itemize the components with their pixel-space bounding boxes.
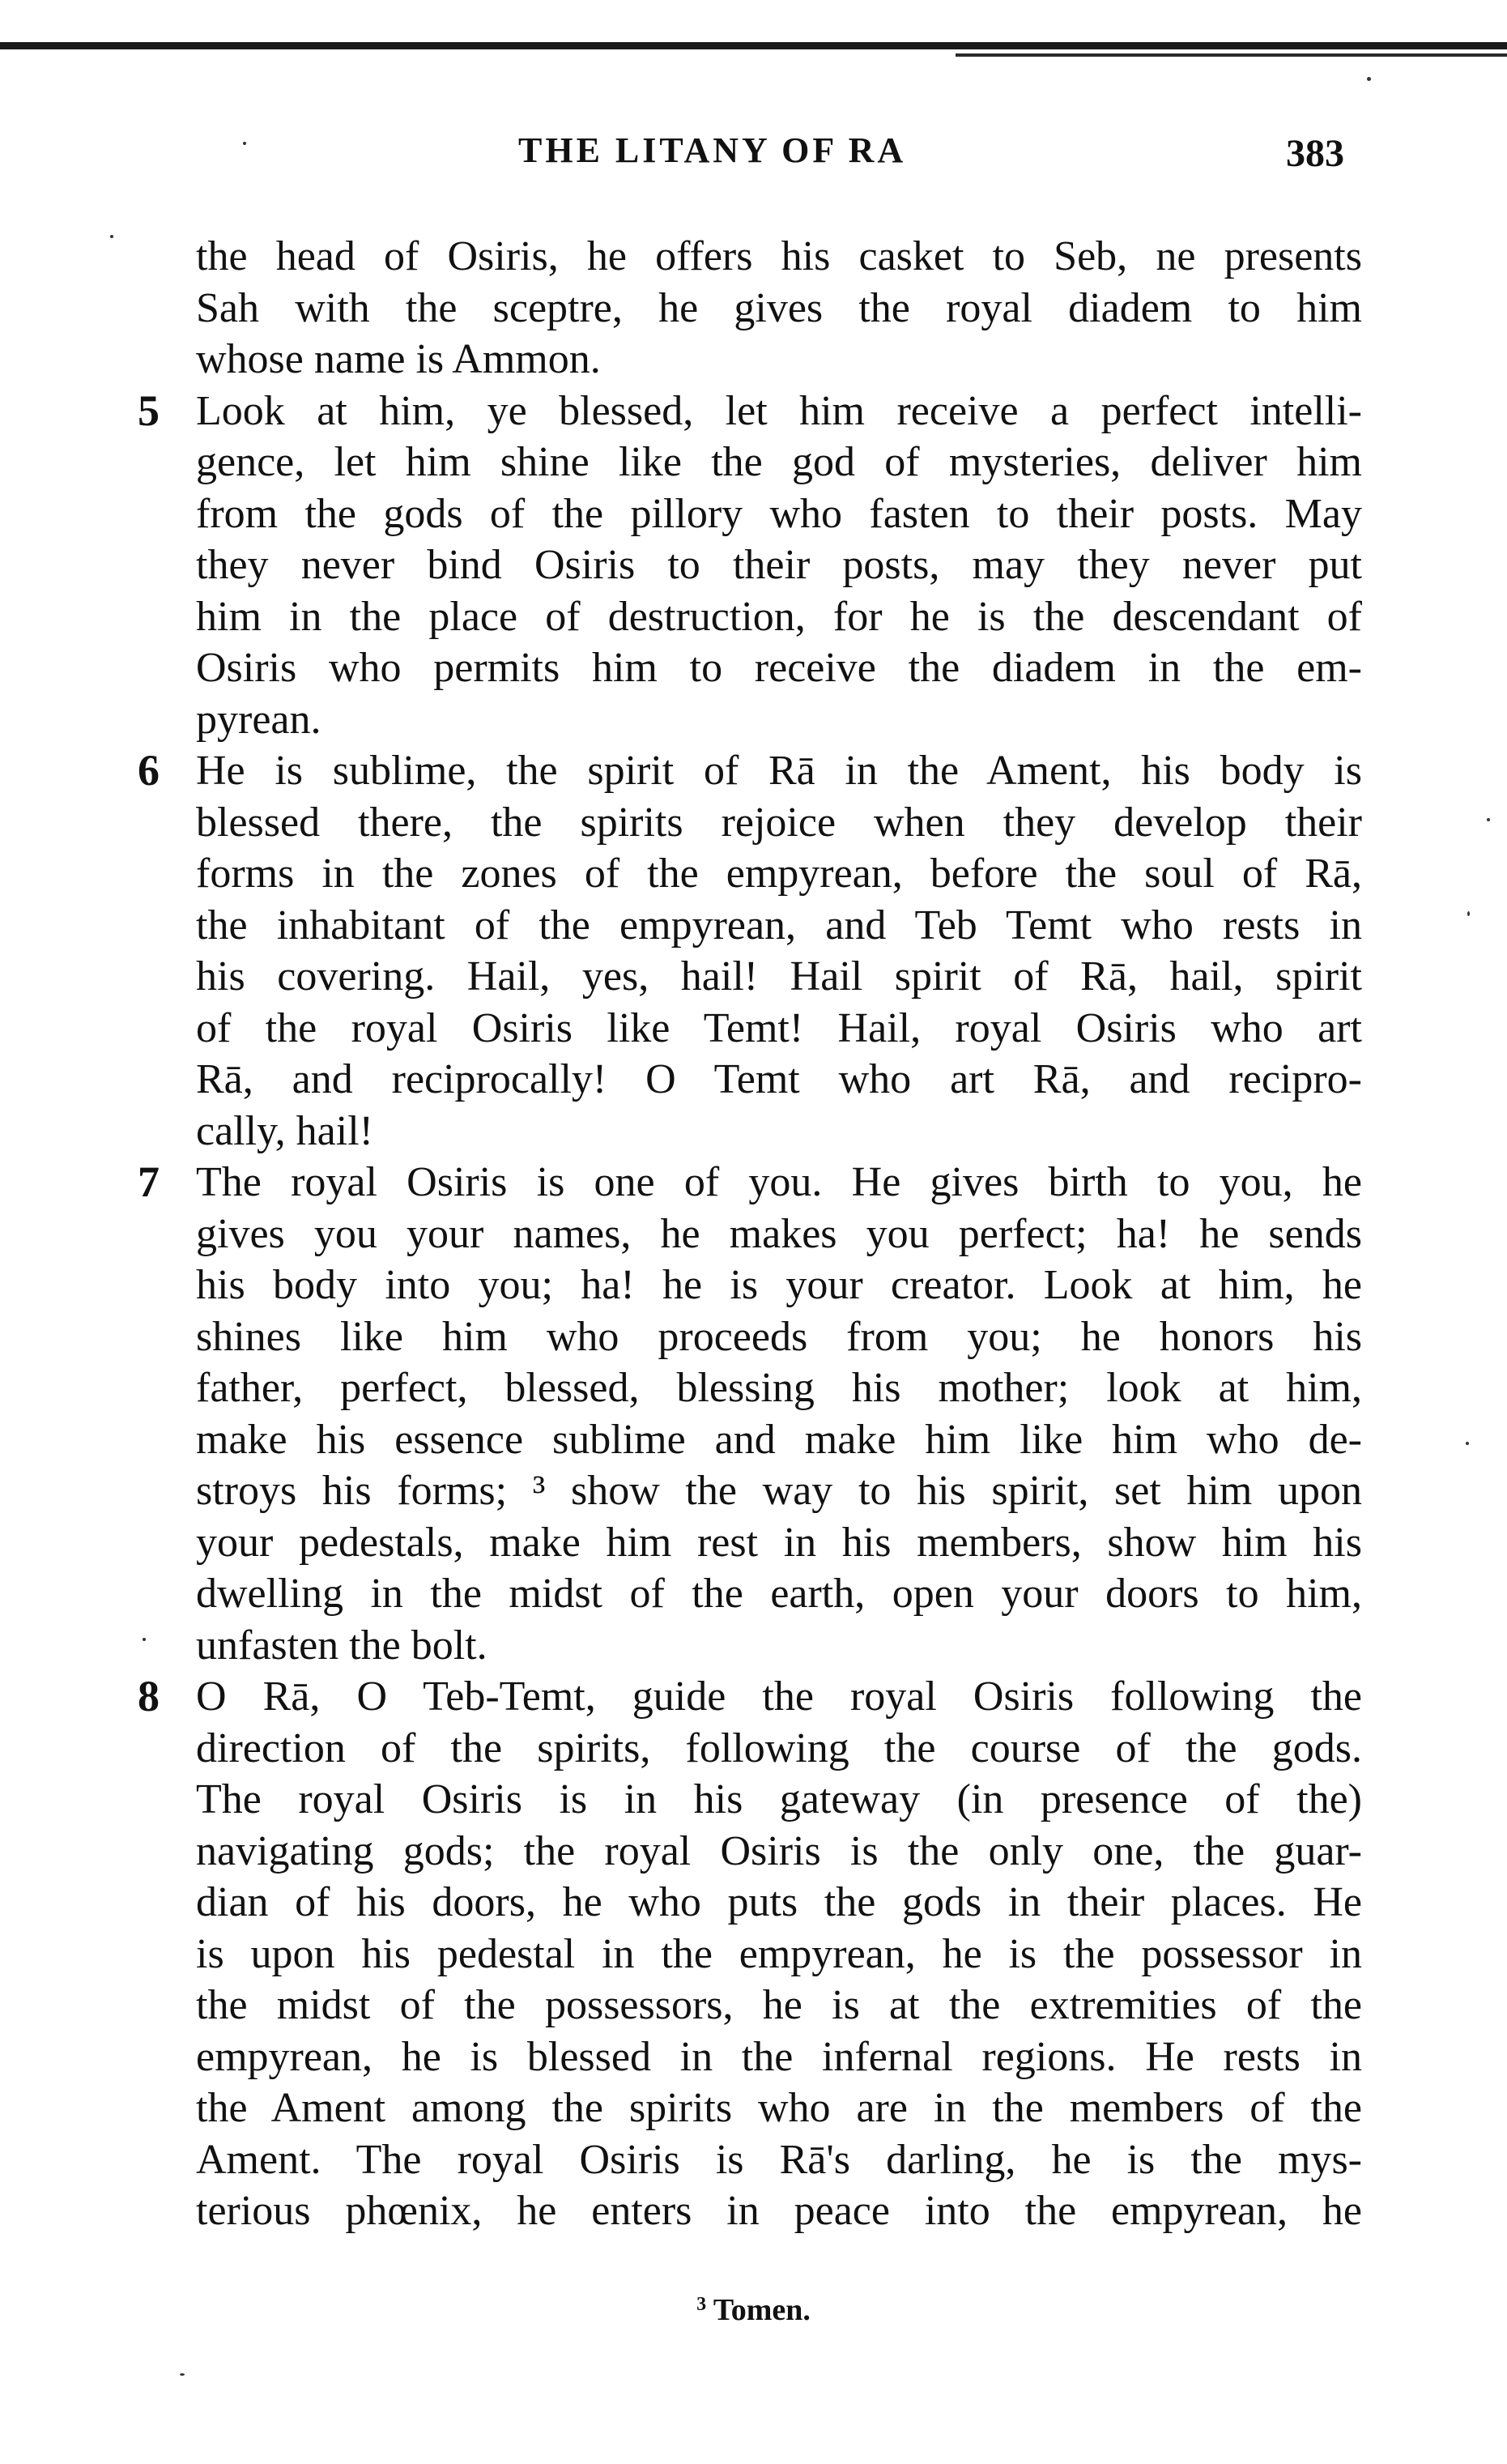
paragraph-number: 8 xyxy=(138,1672,160,1720)
text-line: The royal Osiris is in his gateway (in presence of the) xyxy=(196,1776,1362,1822)
text-line: shines like him who proceeds from you; he honors his xyxy=(196,1313,1362,1360)
paragraph xyxy=(138,1671,1362,2237)
text-line: his covering. Hail, yes, hail! Hail spirit of Rā, hail, spirit xyxy=(196,953,1362,1000)
text-line: pyrean. xyxy=(196,696,321,743)
text-line: forms in the zones of the empyrean, before the soul of Rā, xyxy=(196,850,1362,897)
text-line: the head of Osiris, he offers his casket to Seb, ne presents xyxy=(196,233,1362,279)
text-line: father, perfect, blessed, blessing his mother; look at him, xyxy=(196,1365,1362,1411)
running-head: THE LITANY OF RA xyxy=(518,130,907,170)
paragraph xyxy=(138,386,1362,746)
paragraph-number: 7 xyxy=(138,1157,160,1206)
text-line: the midst of the possessors, he is at the extremities of the xyxy=(196,1982,1362,2028)
paragraph xyxy=(196,231,1362,386)
scan-speck xyxy=(243,142,246,145)
text-line: blessed there, the spirits rejoice when they develop their xyxy=(196,799,1362,846)
page-header xyxy=(0,130,1507,194)
paragraph xyxy=(138,1157,1362,1671)
text-line: Look at him, ye blessed, let him receive a perfect intelli- xyxy=(196,387,1362,434)
text-line: Rā, and reciprocally! O Temt who art Rā, and recipro- xyxy=(196,1056,1362,1102)
text-line: dwelling in the midst of the earth, open your doors to him, xyxy=(196,1571,1362,1617)
text-line: navigating gods; the royal Osiris is the only one, the guar- xyxy=(196,1827,1362,1874)
text-line: O Rā, O Teb-Temt, guide the royal Osiris following the xyxy=(196,1673,1362,1720)
text-line: from the gods of the pillory who fasten to their posts. May xyxy=(196,490,1362,537)
text-line: Ament. The royal Osiris is Rā's darling, he is the mys- xyxy=(196,2136,1362,2183)
page-number: 383 xyxy=(1286,132,1344,175)
scan-speck xyxy=(1487,818,1490,821)
text-line: Sah with the sceptre, he gives the royal diadem to him xyxy=(196,284,1362,331)
text-line: make his essence sublime and make him like him who de- xyxy=(196,1416,1362,1463)
text-line: unfasten the bolt. xyxy=(196,1622,487,1669)
text-line: is upon his pedestal in the empyrean, he is the possessor in xyxy=(196,1930,1362,1977)
paragraph-number: 5 xyxy=(138,386,160,435)
paragraph-number: 6 xyxy=(138,746,160,795)
text-line: empyrean, he is blessed in the infernal regions. He rests in xyxy=(196,2033,1362,2080)
page-body xyxy=(138,231,1362,2237)
text-line: Osiris who permits him to receive the diadem in the em- xyxy=(196,645,1362,691)
top-border-rule xyxy=(0,42,1507,49)
text-line: gives you your names, he makes you perfect; ha! he sends xyxy=(196,1210,1362,1257)
text-line: cally, hail! xyxy=(196,1107,373,1154)
top-border-rule-thin xyxy=(956,53,1507,57)
footnote-marker: 3 xyxy=(696,2294,707,2315)
footnote xyxy=(0,2292,1507,2328)
text-line: whose name is Ammon. xyxy=(196,336,601,382)
text-line: He is sublime, the spirit of Rā in the Ament, his body is xyxy=(196,748,1362,794)
paragraph xyxy=(138,745,1362,1157)
text-line: stroys his forms; ³ show the way to his spirit, set him upon xyxy=(196,1468,1362,1514)
text-line: your pedestals, make him rest in his members, show him his xyxy=(196,1519,1362,1566)
text-line: the Ament among the spirits who are in the members of the xyxy=(196,2085,1362,2131)
text-line: of the royal Osiris like Temt! Hail, royal Osiris who art xyxy=(196,1004,1362,1051)
text-line: his body into you; ha! he is your creator. Look at him, he xyxy=(196,1262,1362,1308)
footnote-text: Tomen. xyxy=(713,2293,811,2327)
text-line: they never bind Osiris to their posts, may they never put xyxy=(196,542,1362,588)
scan-speck xyxy=(1467,911,1470,916)
scan-speck xyxy=(180,2373,185,2376)
text-line: gence, let him shine like the god of mysteries, deliver him xyxy=(196,439,1362,485)
text-line: the inhabitant of the empyrean, and Teb Temt who rests in xyxy=(196,902,1362,949)
scan-speck xyxy=(143,1638,146,1641)
text-line: him in the place of destruction, for he is the descendant of xyxy=(196,593,1362,640)
text-line: direction of the spirits, following the course of the gods. xyxy=(196,1724,1362,1771)
scan-speck xyxy=(1367,77,1371,81)
text-line: terious phœnix, he enters in peace into the empyrean, he xyxy=(196,2188,1362,2234)
text-line: dian of his doors, he who puts the gods in their places. He xyxy=(196,1879,1362,1925)
text-line: The royal Osiris is one of you. He gives birth to you, he xyxy=(196,1159,1362,1205)
scan-speck xyxy=(110,235,113,238)
scan-speck xyxy=(1466,1442,1469,1445)
